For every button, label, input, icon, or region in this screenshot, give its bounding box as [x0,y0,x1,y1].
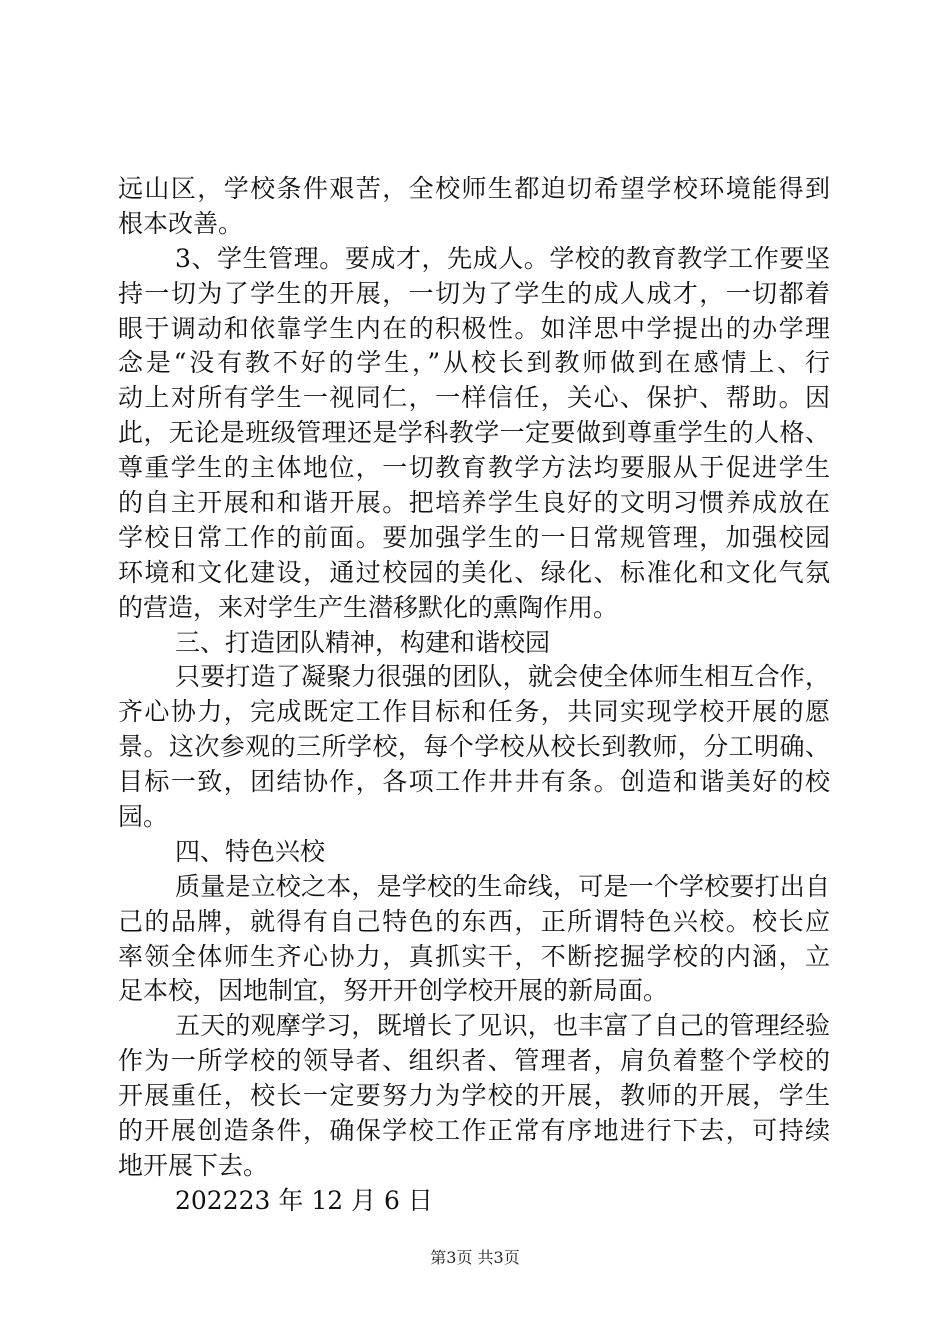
text-line: 的开展创造条件，确保学校工作正常有序地进行下去，可持续 [118,1116,830,1146]
text-line: 齐心协力，完成既定工作目标和任务，共同实现学校开展的愿 [118,697,830,727]
page-footer [0,1245,950,1268]
text-line: 足本校，因地制宜，努开开创学校开展的新局面。 [118,976,669,1006]
text-line: 率领全体师生齐心协力，真抓实干，不断挖掘学校的内涵，立 [118,941,830,971]
text-line: 学校日常工作的前面。要加强学生的一日常规管理，加强校园 [118,522,830,552]
text-line: 开展重任，校长一定要努力为学校的开展，教师的开展，学生 [118,1081,830,1111]
text-line: 景。这次参观的三所学校，每个学校从校长到教师，分工明确、 [118,732,830,762]
text-line: 远山区，学校条件艰苦，全校师生都迫切希望学校环境能得到 [118,174,830,203]
text-line: 尊重学生的主体地位，一切教育教学方法均要服从于促进学生 [118,453,830,483]
text-line: 作为一所学校的领导者、组织者、管理者，肩负着整个学校的 [118,1046,830,1076]
paragraph-start-line: 只要打造了凝聚力很强的团队，就会使全体师生相互合作， [175,662,830,692]
document-body [118,172,830,1219]
text-line: 持一切为了学生的开展，一切为了学生的成人成才，一切都着 [118,278,830,308]
text-line: 根本改善。 [118,208,244,238]
section-heading: 四、特色兴校 [175,836,326,866]
document-date: 202223 年 12 月 6 日 [175,1185,433,1215]
text-line: 目标一致，团结协作，各项工作井井有条。创造和谐美好的校 [118,767,830,797]
text-line: 地开展下去。 [118,1150,269,1180]
text-line: 的自主开展和和谐开展。把培养学生良好的文明习惯养成放在 [118,488,830,518]
paragraph-start-line: 3、学生管理。要成才，先成人。学校的教育教学工作要坚 [175,243,830,273]
text-line: 动上对所有学生一视同仁，一样信任，关心、保护、帮助。因 [118,383,830,413]
text-line: 园。 [118,802,169,832]
text-line: 眼于调动和依靠学生内在的积极性。如洋思中学提出的办学理 [118,313,830,343]
page-number-label: 第3页 共3页 [430,1248,520,1267]
section-heading: 三、打造团队精神，构建和谐校园 [175,627,551,657]
paragraph-start-line: 五天的观摩学习，既增长了见识，也丰富了自己的管理经验 [175,1011,830,1041]
text-line: 环境和文化建设，通过校园的美化、绿化、标准化和文化气氛 [118,557,830,587]
text-line: 念是“没有教不好的学生，”从校长到教师做到在感情上、行 [118,348,830,378]
text-line: 的营造，来对学生产生潜移默化的熏陶作用。 [118,592,619,622]
text-line: 此，无论是班级管理还是学科教学一定要做到尊重学生的人格、 [118,418,830,448]
text-line: 己的品牌，就得有自己特色的东西，正所谓特色兴校。校长应 [118,906,830,936]
paragraph-start-line: 质量是立校之本，是学校的生命线，可是一个学校要打出自 [175,871,830,901]
